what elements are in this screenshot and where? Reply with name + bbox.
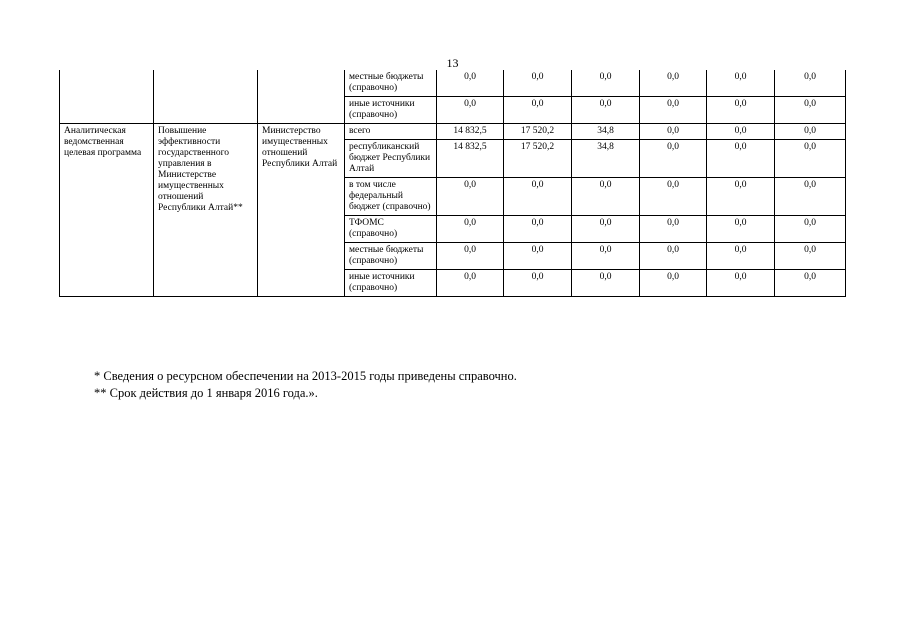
value-cell: 0,0 [640, 97, 707, 124]
value-cell: 0,0 [640, 216, 707, 243]
funding-source: ТФОМС (справочно) [345, 216, 437, 243]
funding-source: в том числе федеральный бюджет (справочно) [345, 178, 437, 216]
table-row [60, 70, 846, 97]
value-cell: 17 520,2 [504, 140, 572, 178]
value-cell: 0,0 [572, 178, 640, 216]
value-cell: 0,0 [437, 70, 504, 97]
value-cell: 0,0 [640, 70, 707, 97]
page-number: 13 [446, 56, 459, 70]
value-cell: 0,0 [775, 216, 846, 243]
funding-source: иные источники (справочно) [345, 270, 437, 297]
value-cell: 0,0 [775, 97, 846, 124]
value-cell: 0,0 [572, 97, 640, 124]
table-row [60, 124, 846, 140]
value-cell: 0,0 [775, 243, 846, 270]
value-cell: 0,0 [775, 178, 846, 216]
funding-source: республиканский бюджет Республики Алтай [345, 140, 437, 178]
program-name: Повышение эффективности государственного управления в Министерстве имущественных отношений Республики Алтай** [154, 124, 258, 297]
value-cell: 0,0 [775, 270, 846, 297]
resource-table [59, 70, 846, 297]
footnotes [94, 368, 517, 402]
value-cell: 0,0 [572, 70, 640, 97]
value-cell: 0,0 [707, 243, 775, 270]
funding-source: местные бюджеты (справочно) [345, 243, 437, 270]
funding-source: всего [345, 124, 437, 140]
funding-source: иные источники (справочно) [345, 97, 437, 124]
value-cell: 0,0 [707, 140, 775, 178]
value-cell: 0,0 [504, 270, 572, 297]
footnote: * Сведения о ресурсном обеспечении на 2013-2015 годы приведены справочно. [94, 369, 517, 383]
value-cell: 0,0 [775, 140, 846, 178]
value-cell: 0,0 [640, 243, 707, 270]
value-cell: 0,0 [707, 70, 775, 97]
value-cell: 34,8 [572, 140, 640, 178]
value-cell: 0,0 [775, 70, 846, 97]
program-type: Аналитическая ведомственная целевая программа [60, 124, 154, 297]
value-cell: 0,0 [707, 124, 775, 140]
value-cell: 0,0 [504, 97, 572, 124]
value-cell: 0,0 [640, 124, 707, 140]
value-cell: 0,0 [640, 270, 707, 297]
value-cell: 0,0 [707, 270, 775, 297]
value-cell: 34,8 [572, 124, 640, 140]
value-cell: 0,0 [640, 178, 707, 216]
value-cell: 0,0 [504, 216, 572, 243]
value-cell: 0,0 [504, 243, 572, 270]
value-cell: 0,0 [707, 216, 775, 243]
value-cell: 14 832,5 [437, 140, 504, 178]
value-cell: 0,0 [640, 140, 707, 178]
value-cell: 0,0 [707, 97, 775, 124]
value-cell: 0,0 [572, 216, 640, 243]
value-cell: 0,0 [707, 178, 775, 216]
value-cell: 0,0 [437, 178, 504, 216]
value-cell: 0,0 [437, 216, 504, 243]
value-cell: 17 520,2 [504, 124, 572, 140]
footnote: ** Срок действия до 1 января 2016 года.». [94, 386, 318, 400]
value-cell: 0,0 [572, 243, 640, 270]
value-cell: 0,0 [775, 124, 846, 140]
value-cell: 14 832,5 [437, 124, 504, 140]
program-executor: Министерство имущественных отношений Республики Алтай [258, 124, 345, 297]
value-cell: 0,0 [504, 178, 572, 216]
value-cell: 0,0 [437, 243, 504, 270]
value-cell: 0,0 [572, 270, 640, 297]
value-cell: 0,0 [437, 270, 504, 297]
value-cell: 0,0 [504, 70, 572, 97]
funding-source: местные бюджеты (справочно) [345, 70, 437, 97]
blank-cell [60, 70, 154, 124]
value-cell: 0,0 [437, 97, 504, 124]
blank-cell [258, 70, 345, 124]
blank-cell [154, 70, 258, 124]
